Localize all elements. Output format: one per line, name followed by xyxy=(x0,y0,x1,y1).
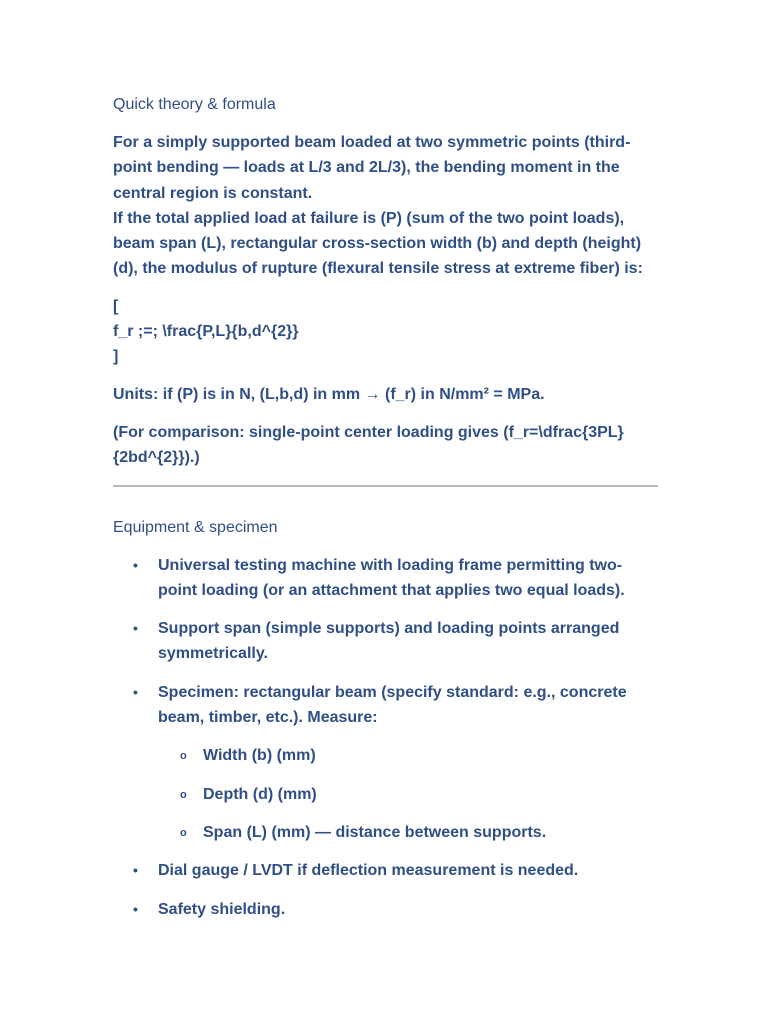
theory-heading: Quick theory & formula xyxy=(113,96,276,113)
equipment-heading: Equipment & specimen xyxy=(113,518,278,536)
bullet-icon: • xyxy=(133,900,138,917)
theory-definition: If the total applied load at failure is (P) (sum of the two point loads), beam span (L), rectangular cross-section width (b) and depth (height) (d), the modulus of rupture (flexural tensile stress at extreme fiber) is: xyxy=(113,209,643,278)
formula-close-bracket: ] xyxy=(113,348,119,366)
bullet-icon: • xyxy=(133,556,138,573)
sub-list-item xyxy=(113,743,658,768)
units-note: Units: if (P) is in N, (L,b,d) in mm → (f_r) in N/mm² = MPa. xyxy=(113,385,545,403)
list-item-text: Safety shielding. xyxy=(158,900,286,918)
circle-bullet-icon: o xyxy=(180,826,187,839)
sub-list-item-text: Span (L) (mm) — distance between supports. xyxy=(203,823,547,841)
sub-list-item xyxy=(113,820,658,845)
list-item xyxy=(113,553,658,604)
list-item xyxy=(113,616,658,667)
measure-sublist xyxy=(113,743,658,845)
bullet-icon: • xyxy=(133,862,138,879)
theory-intro: For a simply supported beam loaded at two symmetric points (third-point bending — loads at L/3 and 2L/3), the bending moment in the central region is constant. xyxy=(113,134,631,202)
comparison-note: (For comparison: single-point center loading gives (f_r=\dfrac{3PL}{2bd^{2}}).) xyxy=(113,423,624,467)
sub-list-item-text: Width (b) (mm) xyxy=(203,747,316,765)
equipment-list-continued xyxy=(113,858,658,922)
sub-list-item-text: Depth (d) (mm) xyxy=(203,785,317,803)
formula-latex: f_r ;=; \frac{P,L}{b,d^{2}} xyxy=(113,323,299,341)
list-item-text: Dial gauge / LVDT if deflection measurement is needed. xyxy=(158,862,579,880)
list-item-text: Universal testing machine with loading frame permitting two-point loading (or an attachment that applies two equal loads). xyxy=(158,556,625,599)
list-item xyxy=(113,858,658,883)
list-item xyxy=(113,897,658,922)
bullet-icon: • xyxy=(133,683,138,700)
list-item-text: Support span (simple supports) and loading points arranged symmetrically. xyxy=(158,620,620,663)
list-item-text: Specimen: rectangular beam (specify standard: e.g., concrete beam, timber, etc.). Measure: xyxy=(158,683,627,727)
equipment-list xyxy=(113,553,658,731)
circle-bullet-icon: o xyxy=(180,788,187,801)
list-item xyxy=(113,680,658,731)
sub-list-item xyxy=(113,782,658,807)
document-page xyxy=(113,92,658,922)
formula-open-bracket: [ xyxy=(113,297,119,315)
section-divider xyxy=(113,485,658,487)
bullet-icon: • xyxy=(133,620,138,637)
circle-bullet-icon: o xyxy=(180,750,187,763)
